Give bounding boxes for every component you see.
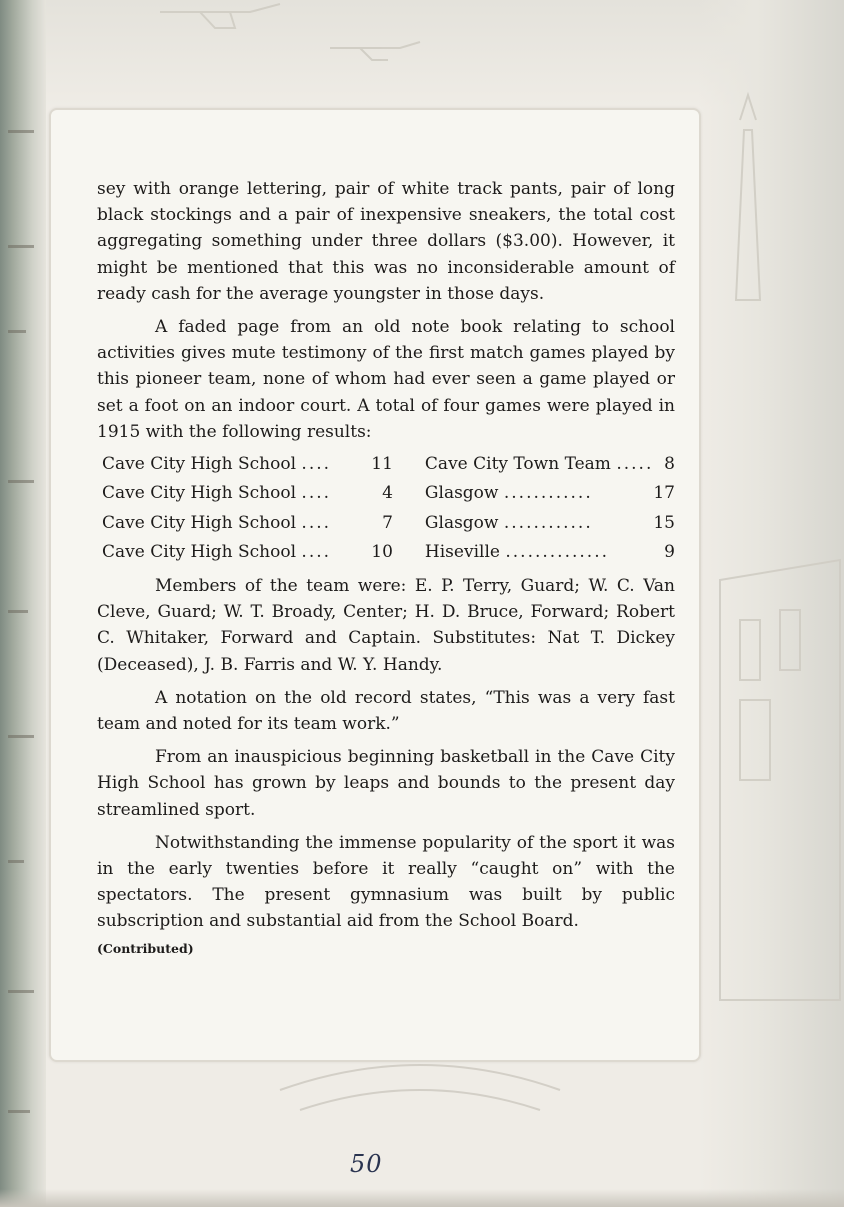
result-team: Cave City High School <box>102 453 297 474</box>
result-score: 10 <box>371 542 393 563</box>
result-opponent: Hiseville <box>424 542 500 563</box>
paragraph-members: Members of the team were: E. P. Terry, Guard; W. C. Van Cleve, Guard; W. T. Broady, Center; H. D. Bruce, Forward; Robert C. Whitaker, Forward and Captain. Substitutes: Nat T. Dickey (Deceased), J. B. Farris and W. Y. Handy. <box>97 576 675 675</box>
paragraph-beginning: From an inauspicious beginning basketball in the Cave City High School has grown by leaps and bounds to the present day streamlined sport. <box>97 747 675 820</box>
leader-dots: ............ <box>503 483 593 504</box>
wreath-illustration <box>280 1065 560 1110</box>
result-row <box>97 538 675 568</box>
paragraph-uniform: sey with orange lettering, pair of white track pants, pair of long black stockings and a pair of inexpensive sneakers, the total cost aggregating something under three dollars ($3.00). However, it might be mentioned that this was no inconsiderable amount of ready cash for the average youngster in those days. <box>97 179 675 304</box>
contributed-note: (Contributed) <box>97 940 194 956</box>
paragraph-note-book: A faded page from an old note book relating to school activities gives mute testimony of the first match games played by this pioneer team, none of whom had ever seen a game played or set a foot on an indoor court. A total of four games were played in 1915 with the following results: <box>97 317 675 442</box>
result-opponent: Cave City Town Team <box>424 453 611 474</box>
paragraph-popularity: Notwithstanding the immense popularity of the sport it was in the early twenties before it really “caught on” with the spectators. The present gymnasium was built by public subscription and substantial aid from the School Board. <box>97 832 675 932</box>
result-team: Cave City High School <box>102 483 297 504</box>
result-row <box>97 508 675 538</box>
airplane-illustration-2 <box>330 42 420 60</box>
result-team: Cave City High School <box>102 512 297 533</box>
result-score: 4 <box>382 483 393 504</box>
page-number: 50 <box>350 1150 383 1178</box>
leader-dots: .... <box>301 542 332 563</box>
result-row <box>97 449 675 479</box>
result-score: 7 <box>382 512 393 533</box>
result-opponent: Glasgow <box>424 483 499 504</box>
statue-illustration <box>736 95 760 300</box>
result-opponent: Glasgow <box>424 512 499 533</box>
airplane-illustration <box>160 4 280 28</box>
result-opponent-score: 17 <box>653 483 675 504</box>
result-score: 11 <box>371 453 393 474</box>
result-row <box>97 479 675 509</box>
result-team: Cave City High School <box>102 542 297 563</box>
result-opponent-score: 8 <box>664 453 675 474</box>
result-opponent-score: 9 <box>664 542 675 563</box>
building-illustration <box>720 560 840 1000</box>
leader-dots: .... <box>301 453 332 474</box>
leader-dots: .... <box>301 512 332 533</box>
leader-dots: .... <box>301 483 332 504</box>
leader-dots: ..... <box>616 453 654 474</box>
page-bottom-edge <box>0 1189 844 1207</box>
results-table <box>97 449 675 567</box>
paragraph-notation: A notation on the old record states, “This was a very fast team and noted for its team work.” <box>97 687 675 735</box>
leader-dots: .............. <box>505 542 610 563</box>
article-text <box>97 176 675 956</box>
leader-dots: ............ <box>503 512 593 533</box>
result-opponent-score: 15 <box>653 512 675 533</box>
